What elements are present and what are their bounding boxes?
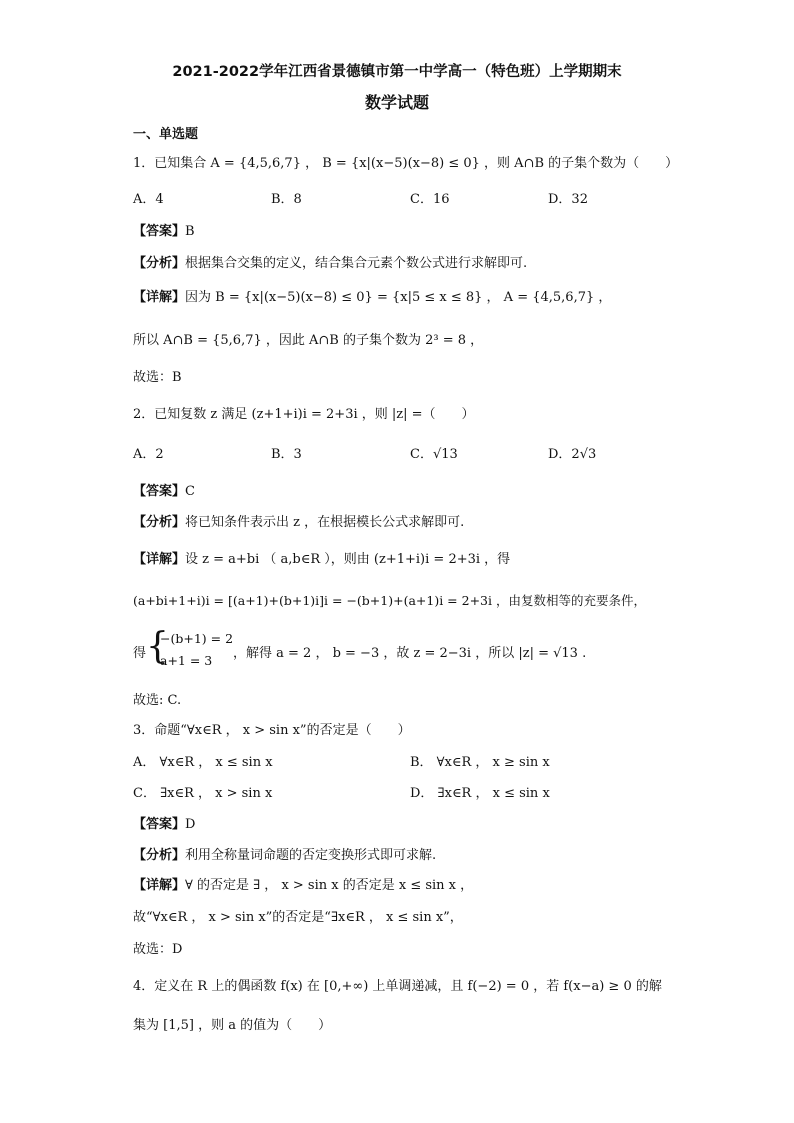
analysis-tag: 【分析】: [133, 848, 186, 863]
q3-answer: [133, 817, 195, 833]
answer-value: C: [185, 484, 195, 499]
q3-detail: [133, 878, 473, 894]
q3-stem: 3．命题“∀x∈R ， x > sin x”的否定是（ ）: [133, 723, 411, 738]
q2-option-d: D．2√3: [548, 447, 597, 462]
q1-stem: 1．已知集合 A = {4,5,6,7} ， B = {x|(x−5)(x−8) ≤ 0} ，则 A∩B 的子集个数为（ ）: [133, 156, 679, 171]
detail-text: 设 z = a+bi （ a,b∈R ），则由 (z+1+i)i = 2+3i ，得: [185, 552, 511, 567]
q2-detail-continued: (a+bi+1+i)i = [(a+1)+(b+1)i]i = −(b+1)+(a+1)i = 2+3i ，由复数相等的充要条件，: [133, 593, 646, 608]
q3-option-d: D． ∃x∈R ， x ≤ sin x: [410, 786, 550, 801]
analysis-text: 根据集合交集的定义，结合集合元素个数公式进行求解即可.: [185, 256, 528, 271]
q1-answer: [133, 224, 195, 240]
q3-conclusion: 故选：D: [133, 942, 183, 957]
q2-detail-prefix: 得: [133, 646, 147, 661]
q1-option-a: A．4: [133, 192, 164, 207]
q3-option-b: B． ∀x∈R ， x ≥ sin x: [410, 755, 550, 770]
document-subtitle: 数学试题: [364, 93, 429, 112]
q4-stem: 4．定义在 R 上的偶函数 f(x) 在 [0,+∞) 上单调递减，且 f(−2) = 0 ，若 f(x−a) ≥ 0 的解: [133, 979, 662, 994]
q1-option-b: B．8: [271, 192, 302, 207]
answer-tag: 【答案】: [133, 484, 186, 499]
answer-tag: 【答案】: [133, 224, 186, 239]
q1-conclusion: 故选：B: [133, 370, 182, 385]
detail-tag: 【详解】: [133, 290, 186, 305]
detail-text: ∀ 的否定是 ∃ ， x > sin x 的否定是 x ≤ sin x ，: [185, 878, 474, 893]
answer-value: D: [185, 817, 196, 832]
q2-detail-suffix: ，解得 a = 2 ， b = −3 ，故 z = 2−3i ，所以 |z| = √13 .: [233, 646, 587, 661]
document-title: 2021-2022学年江西省景德镇市第一中学高一（特色班）上学期期末: [172, 64, 622, 80]
answer-tag: 【答案】: [133, 817, 186, 832]
system-brace: {: [146, 626, 169, 667]
q2-option-b: B．3: [271, 447, 302, 462]
q3-analysis: [133, 848, 436, 864]
section-heading: 一、单选题: [133, 127, 199, 142]
q1-option-c: C．16: [410, 192, 450, 207]
q3-option-a: A． ∀x∈R ， x ≤ sin x: [133, 755, 273, 770]
analysis-text: 利用全称量词命题的否定变换形式即可求解.: [185, 848, 437, 863]
q2-option-a: A．2: [133, 447, 164, 462]
q2-analysis: [133, 515, 464, 531]
answer-value: B: [185, 224, 195, 239]
q2-answer: [133, 484, 195, 500]
q3-option-c: C． ∃x∈R ， x > sin x: [133, 786, 273, 801]
q2-stem: 2．已知复数 z 满足 (z+1+i)i = 2+3i ，则 |z| =（ ）: [133, 407, 475, 422]
analysis-text: 将已知条件表示出 z ，在根据模长公式求解即可.: [185, 515, 465, 530]
system-equation-1: −(b+1) = 2: [160, 631, 234, 646]
q2-detail: [133, 552, 510, 568]
q3-detail-continued: 故“∀x∈R ， x > sin x”的否定是“∃x∈R ， x ≤ sin x”，: [133, 910, 463, 925]
q1-detail-continued: 所以 A∩B = {5,6,7} ，因此 A∩B 的子集个数为 2³ = 8 ，: [133, 333, 484, 348]
detail-tag: 【详解】: [133, 552, 186, 567]
system-equation-2: a+1 = 3: [160, 653, 213, 668]
q1-detail: [133, 290, 611, 306]
analysis-tag: 【分析】: [133, 515, 186, 530]
q2-conclusion: 故选: C.: [133, 693, 182, 708]
detail-text: 因为 B = {x|(x−5)(x−8) ≤ 0} = {x|5 ≤ x ≤ 8} ， A = {4,5,6,7} ，: [185, 290, 612, 305]
q2-option-c: C．√13: [410, 447, 458, 462]
q1-analysis: [133, 256, 527, 272]
analysis-tag: 【分析】: [133, 256, 186, 271]
q4-stem-continued: 集为 [1,5] ，则 a 的值为（ ）: [133, 1018, 332, 1033]
q1-option-d: D．32: [548, 192, 588, 207]
detail-tag: 【详解】: [133, 878, 186, 893]
